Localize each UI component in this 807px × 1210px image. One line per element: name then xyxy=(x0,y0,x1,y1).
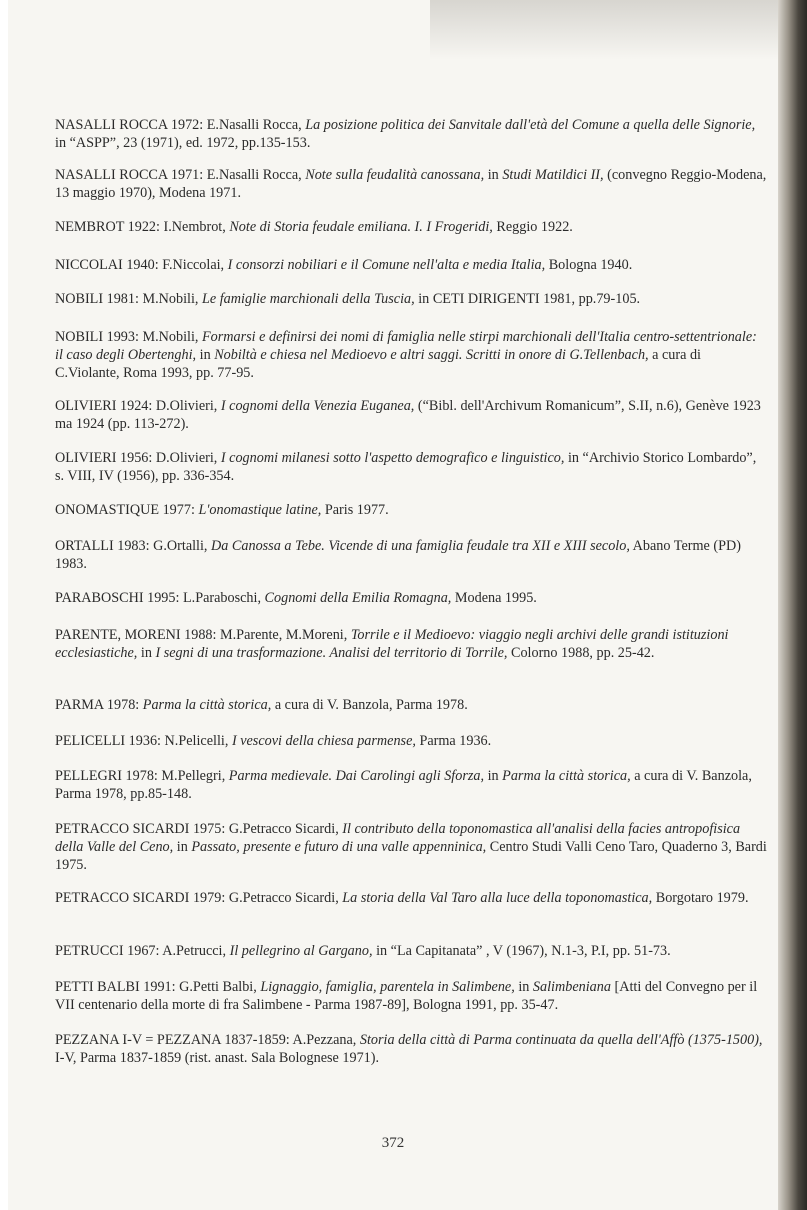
bibliography-entry: PETTI BALBI 1991: G.Petti Balbi, Lignaggio, famiglia, parentela in Salimbene, in Salimbeniana [Atti del Convegno per il VII centenario della morte di fra Salimbene - Parma 1987-89], Bologna 1991, pp. 35-47. xyxy=(55,979,758,1013)
bibliography-entry: NOBILI 1981: M.Nobili, Le famiglie marchionali della Tuscia, in CETI DIRIGENTI 1981, pp.79-105. xyxy=(55,291,641,307)
bibliography-entry: NEMBROT 1922: I.Nembrot, Note di Storia feudale emiliana. I. I Frogeridi, Reggio 1922. xyxy=(55,219,573,235)
bibliography-entry: PARABOSCHI 1995: L.Paraboschi, Cognomi della Emilia Romagna, Modena 1995. xyxy=(55,590,537,606)
bibliography-entry: PETRACCO SICARDI 1975: G.Petracco Sicardi, Il contributo della toponomastica all'analisi della facies antropofisica della Valle del Ceno, in Passato, presente e futuro di una valle appenninica, Centro Studi Valli Ceno Taro, Quaderno 3, Bardi 1975. xyxy=(55,821,767,873)
page-number: 372 xyxy=(381,1135,405,1151)
bibliography-entry: NOBILI 1993: M.Nobili, Formarsi e definirsi dei nomi di famiglia nelle stirpi marchionali dell'Italia centro-settentrionale: il caso degli Obertenghi, in Nobiltà e chiesa nel Medioevo e altri saggi. Scritti in onore di G.Tellenbach, a cura di C.Violante, Roma 1993, pp. 77-95. xyxy=(55,329,757,381)
bibliography-entry: OLIVIERI 1924: D.Olivieri, I cognomi della Venezia Euganea, (“Bibl. dell'Archivum Romanicum”, S.II, n.6), Genève 1923 ma 1924 (pp. 113-272). xyxy=(55,398,761,432)
bibliography-entry: NICCOLAI 1940: F.Niccolai, I consorzi nobiliari e il Comune nell'alta e media Italia, Bologna 1940. xyxy=(55,257,633,273)
bibliography-entry: ORTALLI 1983: G.Ortalli, Da Canossa a Tebe. Vicende di una famiglia feudale tra XII e XIII secolo, Abano Terme (PD) 1983. xyxy=(55,538,741,572)
bibliography-entry: OLIVIERI 1956: D.Olivieri, I cognomi milanesi sotto l'aspetto demografico e linguistico, in “Archivio Storico Lombardo”, s. VIII, IV (1956), pp. 336-354. xyxy=(55,450,757,484)
bibliography-entry: NASALLI ROCCA 1972: E.Nasalli Rocca, La posizione politica dei Sanvitale dall'età del Comune a quella delle Signorie, in “ASPP”, 23 (1971), ed. 1972, pp.135-153. xyxy=(55,117,756,151)
bibliography-entry: PELICELLI 1936: N.Pelicelli, I vescovi della chiesa parmense, Parma 1936. xyxy=(55,733,492,749)
bibliography-entry: PEZZANA I-V = PEZZANA 1837-1859: A.Pezzana, Storia della città di Parma continuata da quella dell'Affò (1375-1500), I-V, Parma 1837-1859 (rist. anast. Sala Bolognese 1971). xyxy=(55,1032,763,1066)
bibliography-entry: PARENTE, MORENI 1988: M.Parente, M.Moreni, Torrile e il Medioevo: viaggio negli archivi delle grandi istituzioni ecclesiastiche, in I segni di una trasformazione. Analisi del territorio di Torrile, Colorno 1988, pp. 25-42. xyxy=(55,627,729,661)
page-shadow xyxy=(430,0,807,60)
bibliography-entry: PELLEGRI 1978: M.Pellegri, Parma medievale. Dai Carolingi agli Sforza, in Parma la città storica, a cura di V. Banzola, Parma 1978, pp.85-148. xyxy=(55,768,752,802)
bibliography-entry: ONOMASTIQUE 1977: L'onomastique latine, Paris 1977. xyxy=(55,502,389,518)
bibliography-entry: PETRACCO SICARDI 1979: G.Petracco Sicardi, La storia della Val Taro alla luce della toponomastica, Borgotaro 1979. xyxy=(55,890,749,906)
bibliography-entry: NASALLI ROCCA 1971: E.Nasalli Rocca, Note sulla feudalità canossana, in Studi Matildici II, (convegno Reggio-Modena, 13 maggio 1970), Modena 1971. xyxy=(55,167,767,201)
book-spine xyxy=(778,0,807,1210)
bibliography-entry: PARMA 1978: Parma la città storica, a cura di V. Banzola, Parma 1978. xyxy=(55,697,468,713)
bibliography-entry: PETRUCCI 1967: A.Petrucci, Il pellegrino al Gargano, in “La Capitanata” , V (1967), N.1-3, P.I, pp. 51-73. xyxy=(55,943,671,959)
book-page xyxy=(8,0,778,1210)
